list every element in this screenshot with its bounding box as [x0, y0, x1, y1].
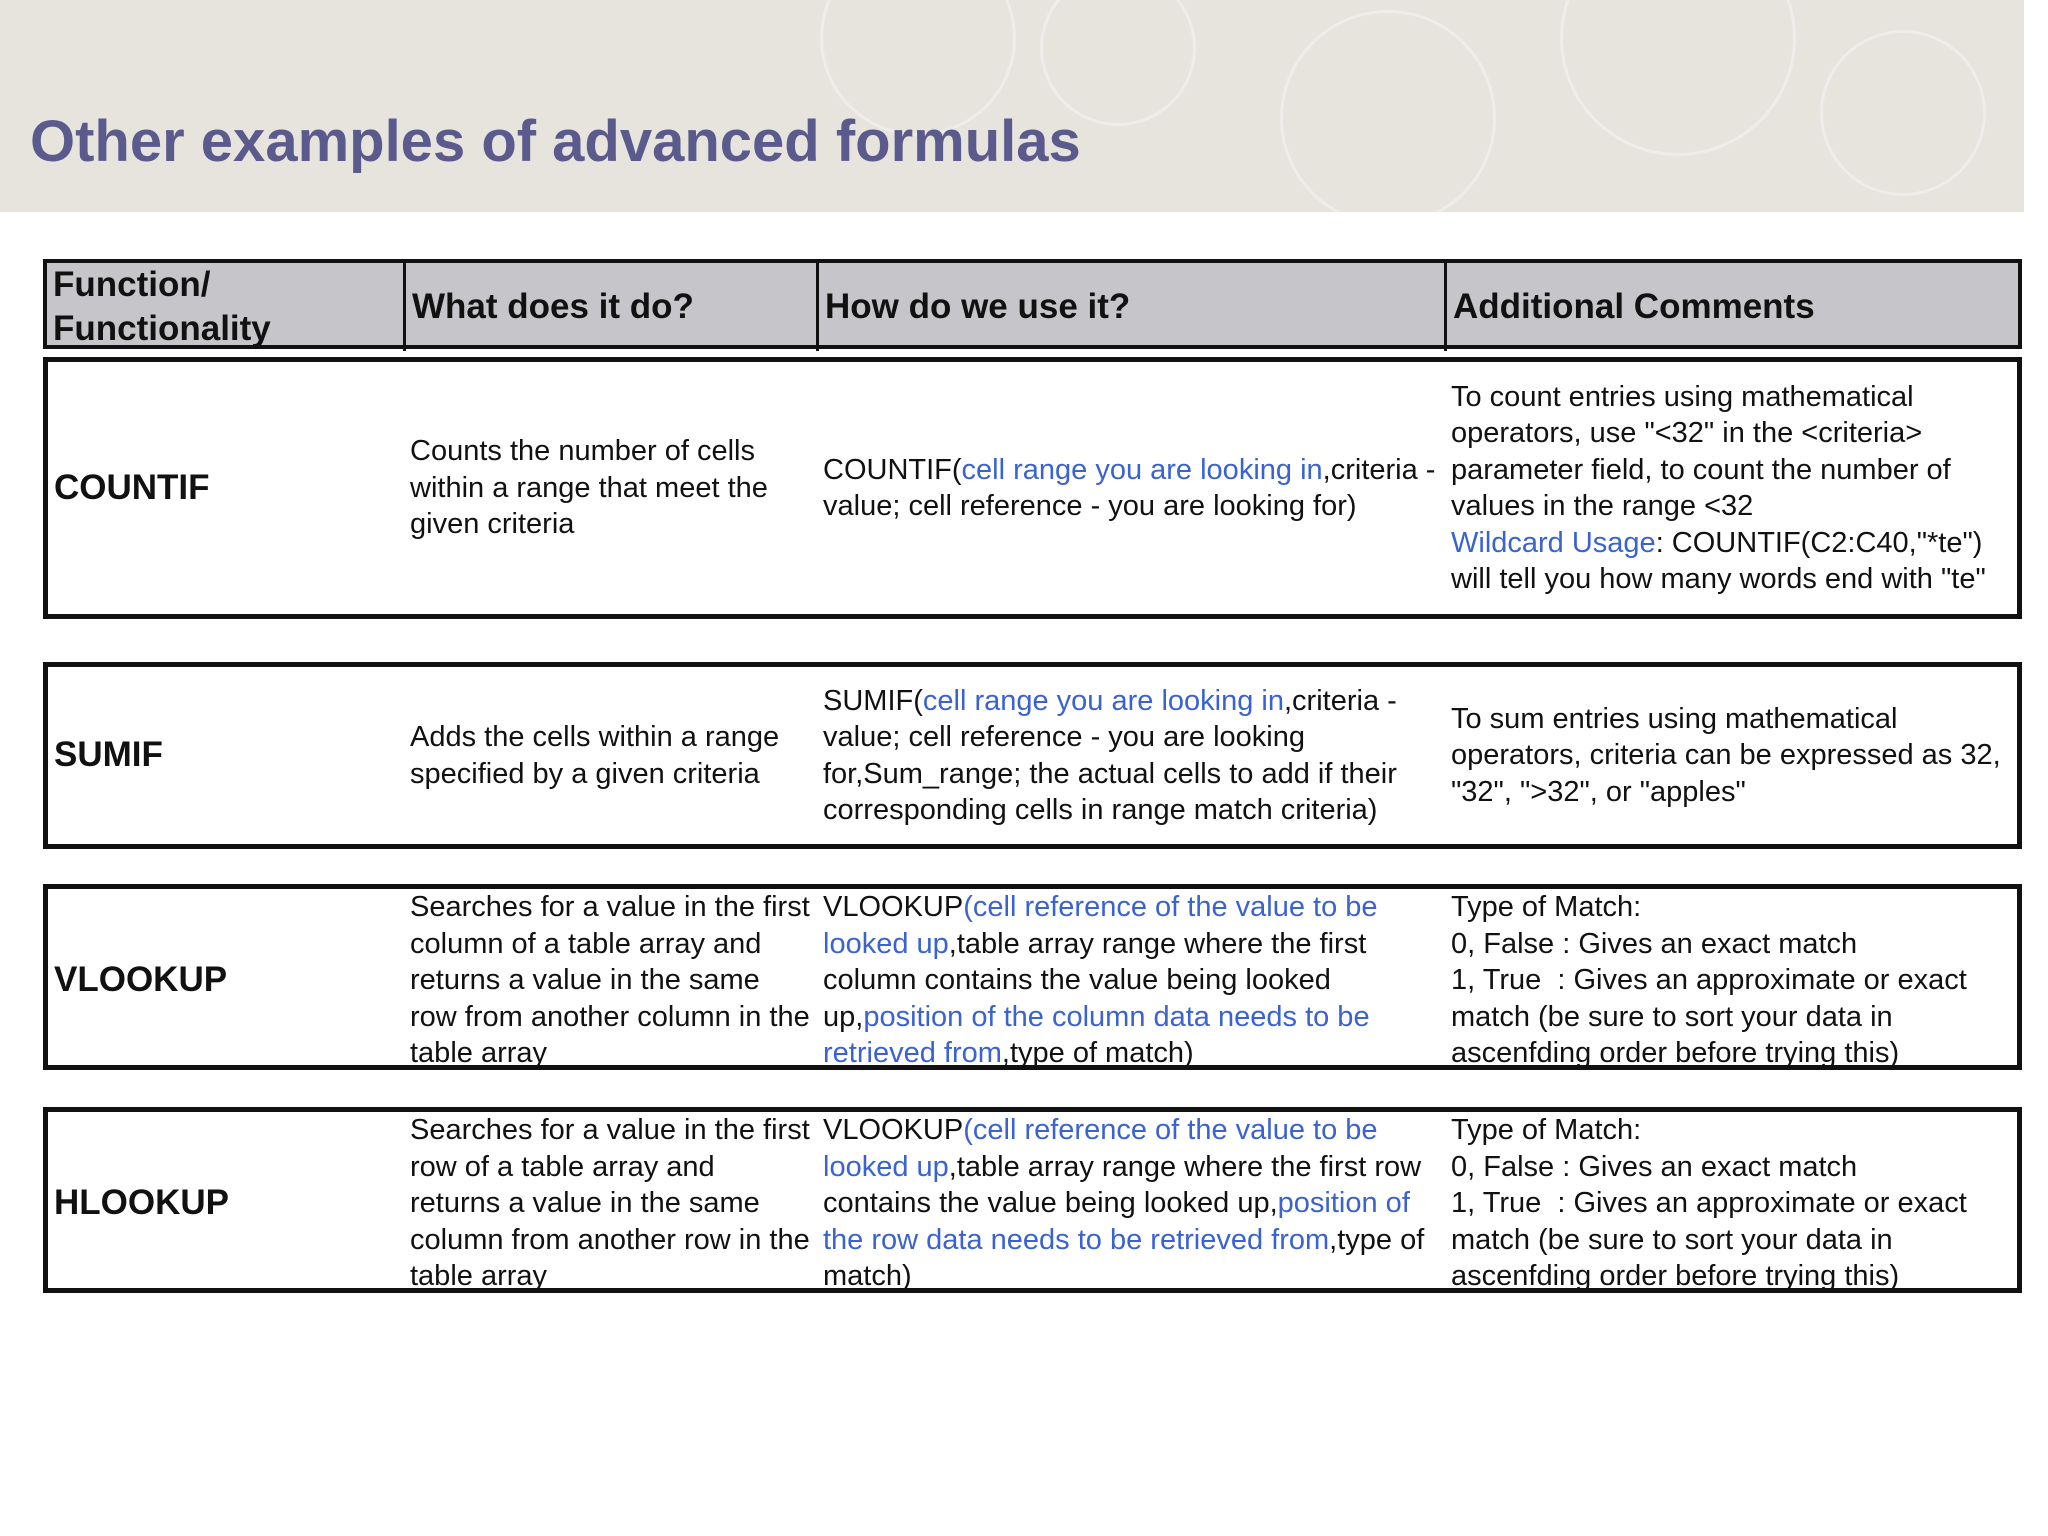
header-what: What does it do? [403, 263, 816, 351]
function-comments: To sum entries using mathematical operators, criteria can be expressed as 32, "32", ">32", or "apples" [1451, 702, 2001, 808]
usage-text: VLOOKUP [823, 1114, 964, 1146]
decorative-circle [1280, 10, 1496, 212]
usage-highlight: (cell reference of the value to be looked up [823, 1114, 1378, 1183]
comment-highlight: Wildcard Usage [1451, 526, 1656, 559]
function-usage [817, 362, 1445, 614]
function-name: SUMIF [54, 735, 163, 775]
usage-text: ,table array range where the first row contains the value being looked up, [823, 1150, 1422, 1219]
decorative-circle [1560, 0, 1796, 156]
usage-highlight: (cell reference of the value to be looked up [823, 891, 1378, 960]
comment-text: To count entries using mathematical operators, use "<32" in the <criteria> parameter field, to count the number of values in the range <32 [1451, 380, 1951, 522]
title-banner [0, 0, 2024, 212]
function-name: COUNTIF [54, 467, 210, 507]
function-name: HLOOKUP [54, 1183, 229, 1222]
usage-text: SUMIF( [823, 684, 923, 717]
table-row [43, 357, 2022, 619]
usage-text: VLOOKUP [823, 891, 964, 923]
usage-highlight: position of the column data needs to be retrieved from [823, 1000, 1370, 1069]
table-row [43, 1107, 2022, 1293]
comment-text: Type of Match: [1451, 1114, 1642, 1146]
usage-text: COUNTIF( [823, 453, 962, 486]
function-description: Adds the cells within a range specified by a given criteria [410, 721, 780, 790]
header-comments: Additional Comments [1444, 263, 2018, 351]
table-row [43, 884, 2022, 1070]
header-function: Function/ Functionality [53, 265, 271, 348]
function-usage [817, 889, 1445, 1072]
usage-text: ,criteria - value; cell reference - you are looking for) [823, 453, 1436, 522]
comment-text: 0, False : Gives an exact match [1451, 1150, 1858, 1183]
usage-highlight: cell range you are looking in [922, 684, 1284, 717]
comment-text: : COUNTIF(C2:C40,"*te") will tell you how many words end with "te" [1451, 526, 1986, 595]
function-comments [1445, 889, 2017, 1072]
usage-text: ,type of match) [1001, 1037, 1194, 1069]
function-usage [817, 667, 1445, 844]
usage-text: ,table array range where the first column contains the value being looked up, [823, 927, 1367, 1033]
function-comments [1445, 1112, 2017, 1295]
comment-text: 1, True : Gives an approximate or exact match (be sure to sort your data in ascenfding order before trying this) [1451, 964, 1975, 1069]
comment-text: 1, True : Gives an approximate or exact match (be sure to sort your data in ascenfding order before trying this) [1451, 1187, 1975, 1292]
decorative-circle [1820, 30, 1986, 196]
comment-text: Type of Match: [1451, 891, 1642, 923]
function-usage [817, 1112, 1445, 1295]
function-description: Searches for a value in the first row of a table array and returns a value in the same column from another row in the table array [410, 1114, 810, 1292]
function-description: Searches for a value in the first column of a table array and returns a value in the same row from another column in the table array [410, 891, 810, 1069]
header-how: How do we use it? [816, 263, 1444, 351]
usage-highlight: cell range you are looking in [961, 453, 1323, 486]
table-header-row [43, 259, 2022, 349]
comment-text: 0, False : Gives an exact match [1451, 927, 1858, 960]
function-comments [1445, 362, 2017, 614]
function-name: VLOOKUP [54, 960, 228, 999]
usage-text: ,type of match) [823, 1223, 1425, 1292]
function-description: Counts the number of cells within a range that meet the given criteria [410, 435, 768, 541]
usage-text: ,criteria - value; cell reference - you are looking for,Sum_range; the actual cells to add if their corresponding cells in range match criteria) [823, 684, 1397, 826]
table-row [43, 662, 2022, 849]
page-title: Other examples of advanced formulas [30, 109, 1081, 174]
usage-highlight: position of the row data needs to be retrieved from [823, 1187, 1410, 1256]
